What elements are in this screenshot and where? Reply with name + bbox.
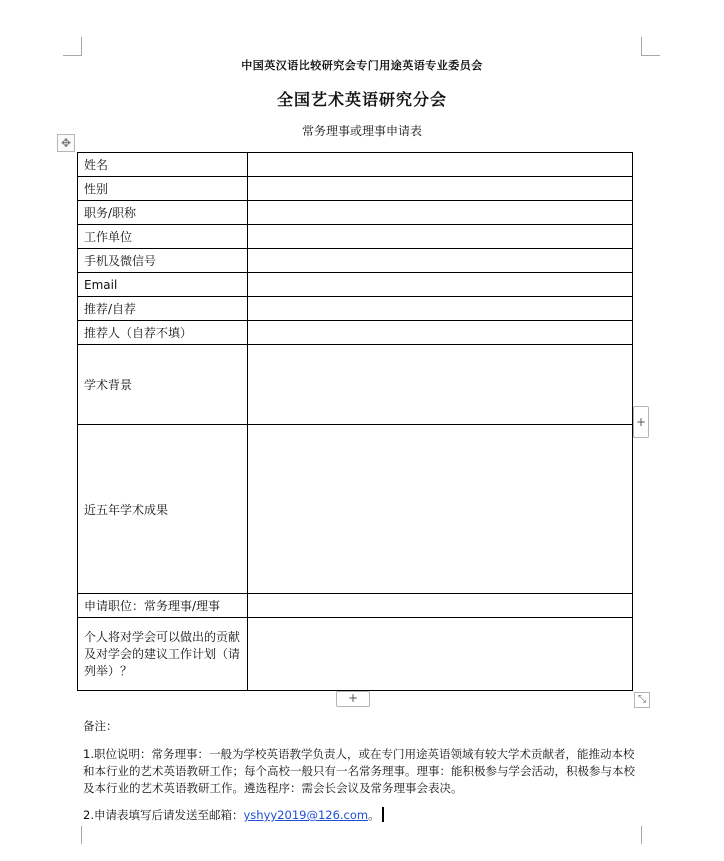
- field-label: 推荐人（自荐不填）: [78, 321, 248, 345]
- application-form-table: [77, 152, 633, 691]
- table-row: [78, 273, 633, 297]
- add-row-button[interactable]: +: [336, 691, 370, 707]
- field-label: 职务/职称: [78, 201, 248, 225]
- table-row: [78, 425, 633, 594]
- table-row: [78, 201, 633, 225]
- field-label: Email: [78, 273, 248, 297]
- text-cursor: [382, 807, 384, 822]
- form-title: 常务理事或理事申请表: [301, 124, 422, 138]
- field-label: 性别: [78, 177, 248, 201]
- field-value-cell[interactable]: [248, 594, 633, 618]
- field-value-cell[interactable]: [248, 153, 633, 177]
- table-row: [78, 225, 633, 249]
- table-row: [78, 297, 633, 321]
- field-value-cell[interactable]: [248, 201, 633, 225]
- table-row: [78, 345, 633, 425]
- field-label: 申请职位：常务理事/理事: [78, 594, 248, 618]
- field-value-cell[interactable]: [248, 249, 633, 273]
- field-value-cell[interactable]: [248, 225, 633, 249]
- note-item-1: 1.职位说明：常务理事：一般为学校英语教学负责人，或在专门用途英语领域有较大学术贡献者，能推动本校和本行业的艺术英语教研工作；每个高校一般只有一名常务理事。理事：能积极参与学会活动，积极参与本校及本行业的艺术英语教研工作。遴选程序：需会长会议及常务理事会表决。: [83, 747, 635, 795]
- table-row: [78, 321, 633, 345]
- table-row: [78, 594, 633, 618]
- branch-title: 全国艺术英语研究分会: [276, 90, 447, 109]
- page-corner-mark: [63, 826, 82, 844]
- field-label: 近五年学术成果: [78, 425, 248, 594]
- table-row: [78, 249, 633, 273]
- note-item-2-suffix: 。: [368, 808, 380, 822]
- page-corner-mark: [63, 37, 82, 56]
- table-row: [78, 618, 633, 691]
- field-value-cell[interactable]: [248, 273, 633, 297]
- note-item-2: [83, 807, 643, 824]
- table-move-handle-icon[interactable]: ✥: [57, 134, 75, 152]
- field-value-cell[interactable]: [248, 345, 633, 425]
- table-resize-icon[interactable]: ⤡: [634, 692, 650, 708]
- organization-header: 中国英汉语比较研究会专门用途英语专业委员会: [241, 59, 483, 72]
- note-item-2-prefix: 2.申请表填写后请发送至邮箱：: [83, 808, 244, 822]
- field-label: 工作单位: [78, 225, 248, 249]
- field-label: 学术背景: [78, 345, 248, 425]
- field-value-cell[interactable]: [248, 425, 633, 594]
- field-label: 推荐/自荐: [78, 297, 248, 321]
- field-value-cell[interactable]: [248, 177, 633, 201]
- email-link[interactable]: yshyy2019@126.com: [243, 808, 369, 822]
- page-corner-mark: [641, 826, 660, 844]
- notes-heading: 备注：: [83, 719, 118, 733]
- field-value-cell[interactable]: [248, 321, 633, 345]
- field-label: 姓名: [78, 153, 248, 177]
- field-value-cell[interactable]: [248, 618, 633, 691]
- field-label: 个人将对学会可以做出的贡献及对学会的建议工作计划（请列举）？: [78, 618, 248, 691]
- table-row: [78, 177, 633, 201]
- page-corner-mark: [641, 37, 660, 56]
- add-column-button[interactable]: +: [633, 406, 649, 438]
- field-value-cell[interactable]: [248, 297, 633, 321]
- field-label: 手机及微信号: [78, 249, 248, 273]
- table-row: [78, 153, 633, 177]
